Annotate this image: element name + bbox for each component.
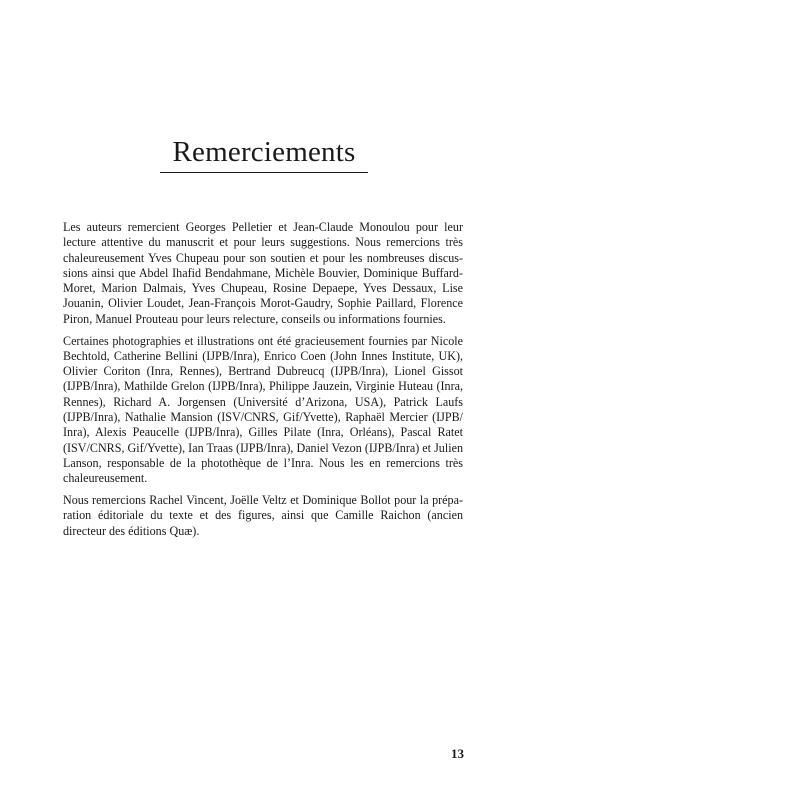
paragraph-illustrations: Certaines photographies et illustrations ont été gracieusement fournies par Nicole Bechtold, Catherine Bellini (IJPB/Inra), Enrico Coen (John Innes Institute, UK), Olivier Coriton (Inra, Rennes), Bertrand Dubreucq (IJPB/Inra), Lionel Gissot (IJPB/Inra), Mathilde Grelon (IJPB/Inra), Philippe Jauzein, Virginie Huteau (Inra, Rennes), Richard A. Jorgensen (Université d’Arizona, USA), Patrick Laufs (IJPB/Inra), Nathalie Mansion (ISV/CNRS, Gif/Yvette), Raphaël Mercier (IJPB/​Inra), Alexis Peaucelle (IJPB/Inra), Gilles Pilate (Inra, Orléans), Pascal Ratet (ISV/CNRS, Gif/Yvette), Ian Traas (IJPB/Inra), Daniel Vezon (IJPB/Inra) et Julien Lanson, responsable de la photothèque de l’Inra. Nous les en remercions très chaleureusement. bbox=[63, 333, 463, 486]
page-number: 13 bbox=[451, 746, 464, 761]
title-underline bbox=[160, 172, 368, 173]
paragraph-editorial: Nous remercions Rachel Vincent, Joëlle Veltz et Dominique Bollot pour la préparation éditoriale du texte et des figures, ainsi que Camille Raichon (ancien directeur des éditions Quæ). bbox=[63, 493, 463, 538]
acknowledgements-body bbox=[63, 220, 463, 545]
paragraph-reviewers: Les auteurs remercient Georges Pelletier et Jean-Claude Monoulou pour leur lecture attentive du manuscrit et pour leurs suggestions. Nous remercions très chaleureusement Yves Chupeau pour son soutien et pour les nombreuses discussions ainsi que Abdel Ihafid Bendahmane, Michèle Bouvier, Dominique Buffard-Moret, Marion Dalmais, Yves Chupeau, Rosine Depaepe, Yves Dessaux, Lise Jouanin, Olivier Loudet, Jean-François Morot-Gaudry, Sophie Paillard, Florence Piron, Manuel Prouteau pour leurs relecture, conseils ou informations fournies. bbox=[63, 220, 463, 326]
page-title: Remerciements bbox=[172, 136, 356, 168]
